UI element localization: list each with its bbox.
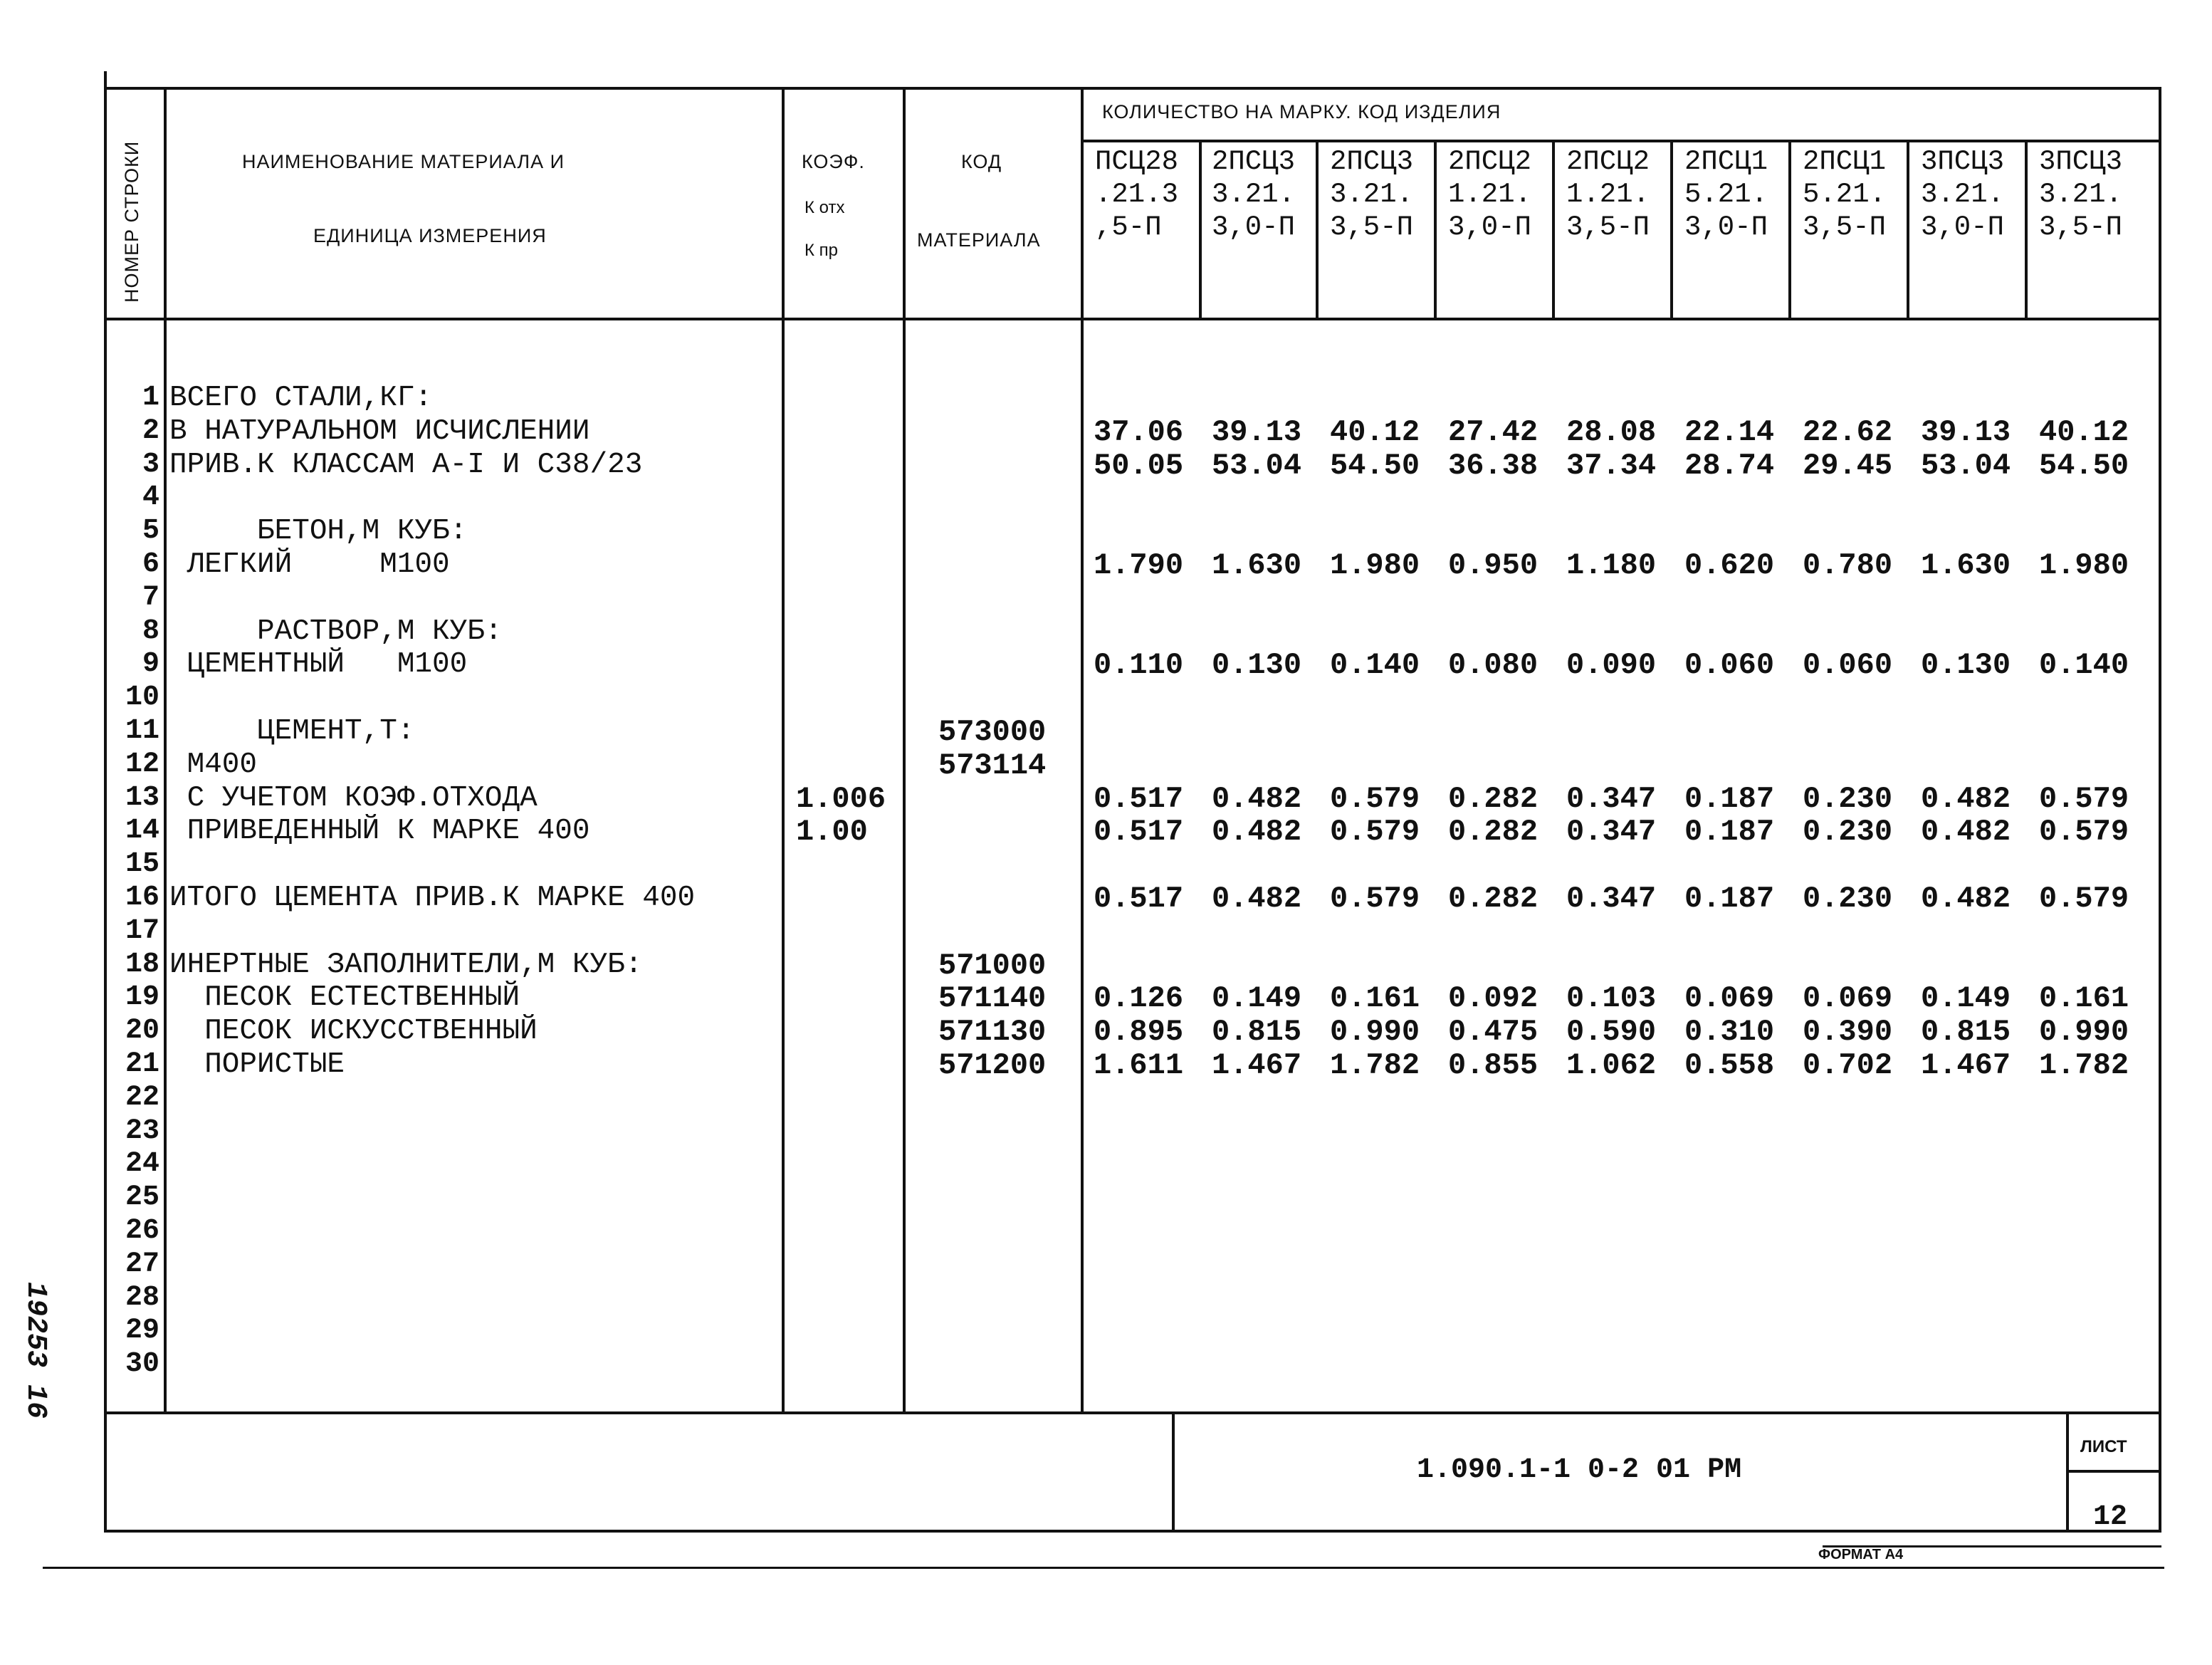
row-value: 0.060 xyxy=(1684,648,1775,683)
row-value: 0.347 xyxy=(1566,781,1657,816)
footer-divider xyxy=(1172,1413,1175,1531)
mark-header-2-l3: 3,0-П xyxy=(1212,212,1296,243)
col-line-2 xyxy=(782,87,785,1413)
row-value: 39.13 xyxy=(1921,414,2011,449)
row-value: 0.140 xyxy=(1330,648,1420,683)
row-name: ПЕСОК ИСКУССТВЕННЫЙ xyxy=(169,1015,538,1048)
row-value: 39.13 xyxy=(1212,414,1302,449)
body-bottom-line xyxy=(104,1411,2161,1414)
header-code-line2: МАТЕРИАЛА xyxy=(917,229,1041,251)
line-number: 29 xyxy=(125,1315,159,1347)
row-name: М400 xyxy=(169,748,258,781)
line-number: 2 xyxy=(142,414,159,447)
row-name: ЛЕГКИЙ М100 xyxy=(169,548,450,581)
row-value: 0.815 xyxy=(1921,1015,2011,1050)
row-code: 571140 xyxy=(938,981,1047,1016)
row-name: ЦЕМЕНТ,Т: xyxy=(169,715,415,748)
row-value: 0.579 xyxy=(2039,882,2129,916)
row-value: 1.790 xyxy=(1094,548,1184,583)
row-value: 0.110 xyxy=(1094,648,1184,683)
mark-header-9-l3: 3,5-П xyxy=(2039,212,2123,243)
mark-header-7-l3: 3,5-П xyxy=(1803,212,1887,243)
mark-line xyxy=(1434,140,1437,319)
row-value: 22.62 xyxy=(1803,414,1893,449)
row-name: БЕТОН,М КУБ: xyxy=(169,515,468,548)
mark-header-1-l1: ПСЦ28 xyxy=(1095,146,1179,177)
row-name: В НАТУРАЛЬНОМ ИСЧИСЛЕНИИ xyxy=(169,414,590,448)
row-value: 0.230 xyxy=(1803,815,1893,850)
row-value: 0.702 xyxy=(1803,1048,1893,1082)
row-value: 0.140 xyxy=(2039,648,2129,683)
row-value: 54.50 xyxy=(1330,448,1420,483)
line-number: 5 xyxy=(142,515,159,548)
mark-header-2-l2: 3.21. xyxy=(1212,179,1296,210)
col-line-3 xyxy=(903,87,906,1413)
mark-line xyxy=(1788,140,1791,319)
row-value: 40.12 xyxy=(2039,414,2129,449)
mark-header-6-l1: 2ПСЦ1 xyxy=(1684,146,1768,177)
line-number: 23 xyxy=(125,1115,159,1147)
row-value: 1.630 xyxy=(1921,548,2011,583)
mark-header-6-l3: 3,0-П xyxy=(1684,212,1768,243)
header-bottom-line xyxy=(104,318,2161,320)
row-value: 1.782 xyxy=(1330,1048,1420,1082)
header-name-line2: ЕДИНИЦА ИЗМЕРЕНИЯ xyxy=(313,225,547,246)
line-number: 6 xyxy=(142,548,159,580)
row-value: 0.895 xyxy=(1094,1015,1184,1050)
qty-title-line xyxy=(1081,140,2161,142)
row-value: 0.482 xyxy=(1921,781,2011,816)
row-value: 1.180 xyxy=(1566,548,1657,583)
row-value: 53.04 xyxy=(1212,448,1302,483)
row-value: 0.579 xyxy=(2039,781,2129,816)
row-value: 0.990 xyxy=(1330,1015,1420,1050)
row-name: ПРИВЕДЕННЫЙ К МАРКЕ 400 xyxy=(169,815,590,848)
row-value: 0.090 xyxy=(1566,648,1657,683)
frame-right xyxy=(2159,87,2161,1533)
line-number: 19 xyxy=(125,981,159,1014)
row-name: ПОРИСТЫЕ xyxy=(169,1048,345,1081)
row-value: 0.517 xyxy=(1094,882,1184,916)
row-value: 1.980 xyxy=(2039,548,2129,583)
row-value: 0.482 xyxy=(1921,815,2011,850)
row-value: 0.282 xyxy=(1448,882,1539,916)
line-number: 10 xyxy=(125,682,159,714)
row-value: 0.517 xyxy=(1094,815,1184,850)
row-value: 0.482 xyxy=(1921,882,2011,916)
row-value: 0.482 xyxy=(1212,882,1302,916)
footer-sheet-line xyxy=(2066,1470,2160,1473)
row-value: 0.558 xyxy=(1684,1048,1775,1082)
row-name: ПЕСОК ЕСТЕСТВЕННЫЙ xyxy=(169,981,520,1015)
row-code: 571000 xyxy=(938,948,1047,983)
row-value: 0.855 xyxy=(1448,1048,1539,1082)
row-code: 573114 xyxy=(938,748,1047,783)
line-number: 13 xyxy=(125,781,159,814)
frame-left xyxy=(104,71,107,1533)
row-value: 0.590 xyxy=(1566,1015,1657,1050)
mark-header-5-l1: 2ПСЦ2 xyxy=(1566,146,1650,177)
sheet-label: ЛИСТ xyxy=(2080,1437,2127,1456)
row-value: 50.05 xyxy=(1094,448,1184,483)
mark-header-3-l3: 3,5-П xyxy=(1330,212,1414,243)
row-value: 0.103 xyxy=(1566,981,1657,1016)
row-value: 37.34 xyxy=(1566,448,1657,483)
row-value: 0.187 xyxy=(1684,815,1775,850)
mark-header-7-l2: 5.21. xyxy=(1803,179,1887,210)
row-value: 22.14 xyxy=(1684,414,1775,449)
row-value: 0.579 xyxy=(1330,815,1420,850)
mark-line xyxy=(1907,140,1909,319)
line-number: 3 xyxy=(142,448,159,481)
side-note: 19253 16 xyxy=(19,1282,51,1419)
mark-header-4-l1: 2ПСЦ2 xyxy=(1448,146,1532,177)
line-number: 9 xyxy=(142,648,159,681)
line-number: 1 xyxy=(142,382,159,414)
col-line-4 xyxy=(1081,87,1084,1413)
line-number: 20 xyxy=(125,1015,159,1048)
row-value: 0.161 xyxy=(2039,981,2129,1016)
row-value: 54.50 xyxy=(2039,448,2129,483)
row-value: 0.069 xyxy=(1803,981,1893,1016)
row-value: 0.347 xyxy=(1566,815,1657,850)
row-koef: 1.00 xyxy=(796,815,868,850)
row-code: 573000 xyxy=(938,715,1047,749)
row-value: 36.38 xyxy=(1448,448,1539,483)
row-value: 0.282 xyxy=(1448,781,1539,816)
row-value: 0.149 xyxy=(1921,981,2011,1016)
line-number: 11 xyxy=(125,715,159,747)
row-value: 1.062 xyxy=(1566,1048,1657,1082)
row-value: 0.780 xyxy=(1803,548,1893,583)
header-code-line1: КОД xyxy=(961,151,1002,172)
header-name-line1: НАИМЕНОВАНИЕ МАТЕРИАЛА И xyxy=(242,151,565,172)
row-value: 0.390 xyxy=(1803,1015,1893,1050)
line-number: 14 xyxy=(125,815,159,847)
line-number: 30 xyxy=(125,1348,159,1381)
header-koef-line2: К отх xyxy=(804,198,845,217)
row-name: РАСТВОР,М КУБ: xyxy=(169,615,503,648)
mark-header-8-l1: 3ПСЦ3 xyxy=(1921,146,2005,177)
row-value: 0.230 xyxy=(1803,781,1893,816)
row-value: 0.187 xyxy=(1684,882,1775,916)
row-value: 28.74 xyxy=(1684,448,1775,483)
row-value: 37.06 xyxy=(1094,414,1184,449)
row-value: 0.282 xyxy=(1448,815,1539,850)
row-value: 1.782 xyxy=(2039,1048,2129,1082)
mark-line xyxy=(1199,140,1202,319)
row-name: С УЧЕТОМ КОЭФ.ОТХОДА xyxy=(169,781,538,815)
mark-header-7-l1: 2ПСЦ1 xyxy=(1803,146,1887,177)
row-value: 1.630 xyxy=(1212,548,1302,583)
row-value: 0.347 xyxy=(1566,882,1657,916)
row-value: 0.130 xyxy=(1212,648,1302,683)
mark-header-2-l1: 2ПСЦ3 xyxy=(1212,146,1296,177)
row-value: 0.069 xyxy=(1684,981,1775,1016)
mark-header-8-l3: 3,0-П xyxy=(1921,212,2005,243)
row-value: 40.12 xyxy=(1330,414,1420,449)
mark-header-5-l3: 3,5-П xyxy=(1566,212,1650,243)
row-value: 0.161 xyxy=(1330,981,1420,1016)
line-number: 7 xyxy=(142,581,159,614)
row-value: 0.579 xyxy=(1330,781,1420,816)
row-value: 0.482 xyxy=(1212,815,1302,850)
row-name: ВСЕГО СТАЛИ,КГ: xyxy=(169,382,433,414)
line-number: 27 xyxy=(125,1248,159,1280)
row-value: 0.080 xyxy=(1448,648,1539,683)
row-value: 1.980 xyxy=(1330,548,1420,583)
line-number: 26 xyxy=(125,1215,159,1247)
bottom-rule xyxy=(43,1567,2164,1569)
mark-header-1-l2: .21.3 xyxy=(1095,179,1179,210)
row-value: 28.08 xyxy=(1566,414,1657,449)
col-line-1 xyxy=(164,87,167,1413)
header-koef-line3: К пр xyxy=(804,241,838,260)
mark-line xyxy=(1316,140,1319,319)
row-value: 1.467 xyxy=(1212,1048,1302,1082)
mark-header-6-l2: 5.21. xyxy=(1684,179,1768,210)
header-qty: КОЛИЧЕСТВО НА МАРКУ. КОД ИЗДЕЛИЯ xyxy=(1102,101,1501,122)
mark-header-4-l3: 3,0-П xyxy=(1448,212,1532,243)
doc-code: 1.090.1-1 0-2 01 РМ xyxy=(1417,1454,1742,1486)
row-value: 0.230 xyxy=(1803,882,1893,916)
row-value: 0.092 xyxy=(1448,981,1539,1016)
mark-header-1-l3: ,5-П xyxy=(1095,212,1162,243)
row-value: 29.45 xyxy=(1803,448,1893,483)
row-value: 0.149 xyxy=(1212,981,1302,1016)
line-number: 12 xyxy=(125,748,159,781)
line-number: 28 xyxy=(125,1281,159,1314)
row-value: 0.130 xyxy=(1921,648,2011,683)
row-value: 0.187 xyxy=(1684,781,1775,816)
format-label: ФОРМАТ А4 xyxy=(1818,1547,1904,1562)
row-value: 1.611 xyxy=(1094,1048,1184,1082)
mark-line xyxy=(1552,140,1555,319)
frame-top xyxy=(104,87,2161,90)
line-number: 25 xyxy=(125,1181,159,1214)
line-number: 15 xyxy=(125,848,159,881)
line-number: 16 xyxy=(125,882,159,914)
row-value: 0.815 xyxy=(1212,1015,1302,1050)
mark-header-8-l2: 3.21. xyxy=(1921,179,2005,210)
line-number: 21 xyxy=(125,1048,159,1080)
row-value: 1.467 xyxy=(1921,1048,2011,1082)
mark-header-3-l2: 3.21. xyxy=(1330,179,1414,210)
line-number: 18 xyxy=(125,948,159,981)
row-name: ИНЕРТНЫЕ ЗАПОЛНИТЕЛИ,М КУБ: xyxy=(169,948,643,981)
frame-bottom xyxy=(104,1530,2161,1533)
row-value: 27.42 xyxy=(1448,414,1539,449)
row-name: ЦЕМЕНТНЫЙ М100 xyxy=(169,648,468,682)
mark-header-5-l2: 1.21. xyxy=(1566,179,1650,210)
row-value: 0.950 xyxy=(1448,548,1539,583)
line-number: 22 xyxy=(125,1081,159,1114)
row-value: 0.475 xyxy=(1448,1015,1539,1050)
line-number: 24 xyxy=(125,1148,159,1181)
row-code: 571200 xyxy=(938,1048,1047,1082)
row-name: ПРИВ.К КЛАССАМ А-I И С38/23 xyxy=(169,448,643,481)
row-value: 0.310 xyxy=(1684,1015,1775,1050)
row-koef: 1.006 xyxy=(796,781,886,816)
row-value: 0.579 xyxy=(2039,815,2129,850)
row-value: 0.517 xyxy=(1094,781,1184,816)
mark-line xyxy=(2025,140,2028,319)
row-code: 571130 xyxy=(938,1015,1047,1050)
row-value: 0.482 xyxy=(1212,781,1302,816)
header-row-number: НОМЕР СТРОКИ xyxy=(121,140,142,303)
mark-header-9-l2: 3.21. xyxy=(2039,179,2123,210)
mark-header-3-l1: 2ПСЦ3 xyxy=(1330,146,1414,177)
mark-header-9-l1: 3ПСЦ3 xyxy=(2039,146,2123,177)
line-number: 8 xyxy=(142,615,159,647)
row-value: 0.620 xyxy=(1684,548,1775,583)
mark-line xyxy=(1670,140,1673,319)
line-number: 17 xyxy=(125,914,159,947)
row-name: ИТОГО ЦЕМЕНТА ПРИВ.К МАРКЕ 400 xyxy=(169,882,696,914)
header-koef-line1: КОЭФ. xyxy=(802,151,865,172)
sheet-number: 12 xyxy=(2093,1501,2128,1533)
row-value: 0.060 xyxy=(1803,648,1893,683)
row-value: 0.579 xyxy=(1330,882,1420,916)
row-value: 0.126 xyxy=(1094,981,1184,1016)
row-value: 0.990 xyxy=(2039,1015,2129,1050)
mark-header-4-l2: 1.21. xyxy=(1448,179,1532,210)
line-number: 4 xyxy=(142,481,159,514)
row-value: 53.04 xyxy=(1921,448,2011,483)
